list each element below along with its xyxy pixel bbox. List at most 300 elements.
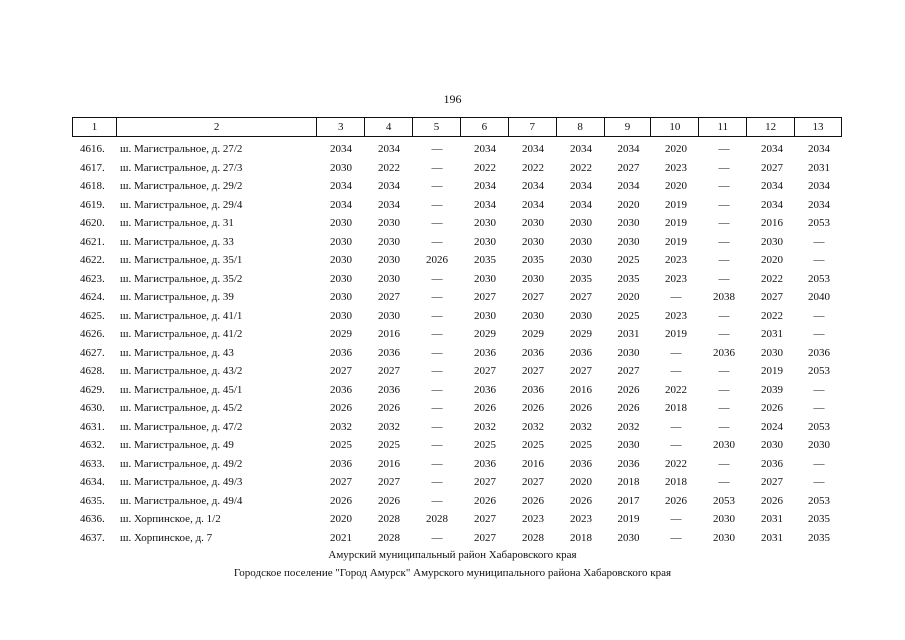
table-body: [72, 140, 842, 547]
address-cell: ш. Магистральное, д. 45/2: [120, 402, 243, 414]
year-cell: 2030: [330, 217, 352, 229]
year-cell: 2034: [378, 198, 400, 211]
year-cell: 2020: [570, 476, 592, 488]
year-cell: —: [431, 346, 443, 359]
year-cell: 2030: [522, 235, 544, 248]
year-cell: —: [670, 420, 682, 433]
year-cell: 2036: [570, 346, 592, 359]
year-cell: 2030: [570, 217, 592, 229]
year-cell: 2030: [474, 309, 496, 322]
row-number: 4627.: [80, 346, 105, 359]
year-cell: 2030: [522, 217, 544, 229]
year-cell: —: [670, 291, 682, 303]
year-cell: 2034: [761, 198, 783, 211]
year-cell: 2028: [522, 531, 544, 544]
year-cell: 2020: [665, 180, 687, 192]
year-cell: 2027: [474, 531, 496, 544]
year-cell: —: [431, 476, 443, 488]
year-cell: 2036: [808, 346, 830, 359]
year-cell: 2034: [522, 180, 544, 192]
year-cell: 2034: [570, 143, 592, 155]
year-cell: —: [431, 235, 443, 248]
year-cell: 2035: [570, 272, 592, 285]
table-row: [72, 214, 842, 233]
year-cell: 2016: [522, 457, 544, 470]
address-cell: ш. Магистральное, д. 43: [120, 346, 234, 359]
year-cell: 2034: [570, 198, 592, 211]
year-cell: 2030: [330, 161, 352, 174]
year-cell: 2030: [330, 254, 352, 266]
header-cell: 8: [557, 118, 605, 136]
year-cell: 2022: [761, 272, 783, 285]
table-row: [72, 381, 842, 400]
table-row: [72, 270, 842, 289]
year-cell: 2026: [570, 402, 592, 414]
year-cell: 2027: [378, 291, 400, 303]
year-cell: —: [718, 476, 730, 488]
header-cell: 12: [747, 118, 795, 136]
year-cell: 2026: [378, 494, 400, 507]
year-cell: 2030: [617, 346, 640, 359]
table-row: [72, 159, 842, 178]
year-cell: 2027: [378, 476, 400, 488]
year-cell: —: [718, 272, 730, 285]
address-cell: ш. Магистральное, д. 33: [120, 235, 234, 248]
year-cell: 2021: [330, 531, 352, 544]
year-cell: 2025: [330, 439, 352, 451]
year-cell: 2030: [713, 513, 735, 525]
page-number: 196: [443, 92, 462, 106]
year-cell: 2030: [474, 272, 496, 285]
year-cell: 2040: [808, 291, 830, 303]
row-number: 4630.: [80, 402, 105, 414]
address-cell: ш. Магистральное, д. 31: [120, 217, 234, 229]
year-cell: 2026: [330, 494, 352, 507]
year-cell: 2034: [330, 198, 352, 211]
year-cell: 2027: [617, 365, 640, 377]
row-number: 4626.: [80, 328, 105, 340]
address-cell: ш. Магистральное, д. 29/4: [120, 198, 243, 211]
table-row: [72, 529, 842, 548]
year-cell: 2034: [617, 180, 640, 192]
table-row: [72, 418, 842, 437]
year-cell: 2025: [617, 254, 640, 266]
year-cell: 2026: [570, 494, 592, 507]
row-number: 4628.: [80, 365, 105, 377]
row-number: 4618.: [80, 180, 105, 192]
year-cell: 2027: [378, 365, 400, 377]
year-cell: 2036: [330, 457, 352, 470]
year-cell: 2030: [761, 346, 783, 359]
year-cell: 2028: [378, 531, 400, 544]
year-cell: 2030: [378, 309, 400, 322]
year-cell: 2027: [570, 291, 592, 303]
year-cell: 2027: [474, 513, 496, 525]
year-cell: 2027: [761, 161, 783, 174]
table-row: [72, 362, 842, 381]
year-cell: 2031: [617, 328, 640, 340]
year-cell: 2023: [665, 309, 687, 322]
year-cell: —: [718, 180, 730, 192]
year-cell: 2025: [570, 439, 592, 451]
year-cell: 2026: [522, 494, 544, 507]
year-cell: —: [813, 476, 825, 488]
year-cell: —: [718, 235, 730, 248]
year-cell: 2028: [378, 513, 400, 525]
row-number: 4620.: [80, 217, 105, 229]
year-cell: 2027: [474, 476, 496, 488]
year-cell: 2032: [570, 420, 592, 433]
year-cell: 2035: [522, 254, 544, 266]
row-number: 4616.: [80, 143, 105, 155]
year-cell: 2032: [617, 420, 640, 433]
year-cell: 2030: [378, 272, 400, 285]
year-cell: 2030: [330, 272, 352, 285]
year-cell: —: [670, 365, 682, 377]
year-cell: 2031: [761, 531, 783, 544]
year-cell: —: [670, 513, 682, 525]
year-cell: 2026: [761, 494, 783, 507]
address-cell: ш. Магистральное, д. 45/1: [120, 383, 243, 396]
year-cell: 2016: [761, 217, 783, 229]
year-cell: 2035: [808, 513, 830, 525]
year-cell: 2022: [474, 161, 496, 174]
table-row: [72, 251, 842, 270]
year-cell: 2027: [522, 365, 544, 377]
year-cell: 2023: [665, 161, 687, 174]
year-cell: 2031: [761, 328, 783, 340]
year-cell: 2026: [474, 402, 496, 414]
year-cell: 2034: [474, 198, 496, 211]
year-cell: 2036: [761, 457, 783, 470]
year-cell: 2032: [330, 420, 352, 433]
year-cell: 2030: [378, 217, 400, 229]
year-cell: 2020: [617, 198, 640, 211]
row-number: 4625.: [80, 309, 105, 322]
footer-settlement: Городское поселение "Город Амурск" Амурского муниципального района Хабаровского края: [233, 567, 672, 579]
year-cell: 2029: [330, 328, 352, 340]
year-cell: 2019: [617, 513, 640, 525]
year-cell: 2025: [617, 309, 640, 322]
year-cell: —: [431, 291, 443, 303]
address-cell: ш. Магистральное, д. 35/2: [120, 272, 243, 285]
table-row: [72, 344, 842, 363]
year-cell: 2026: [761, 402, 783, 414]
year-cell: 2035: [474, 254, 496, 266]
year-cell: 2036: [474, 457, 496, 470]
year-cell: 2036: [330, 346, 352, 359]
year-cell: —: [431, 328, 443, 340]
table-row: [72, 455, 842, 474]
row-number: 4619.: [80, 198, 105, 211]
row-number: 4629.: [80, 383, 105, 396]
year-cell: 2030: [617, 235, 640, 248]
header-cell: 7: [509, 118, 557, 136]
year-cell: —: [813, 328, 825, 340]
year-cell: 2025: [378, 439, 400, 451]
address-cell: ш. Магистральное, д. 43/2: [120, 365, 243, 377]
row-number: 4622.: [80, 254, 105, 266]
row-number: 4633.: [80, 457, 105, 470]
year-cell: 2036: [330, 383, 352, 396]
year-cell: 2016: [570, 383, 592, 396]
header-cell: 6: [461, 118, 509, 136]
table-row: [72, 233, 842, 252]
year-cell: 2026: [330, 402, 352, 414]
year-cell: 2030: [570, 235, 592, 248]
row-number: 4635.: [80, 494, 105, 507]
year-cell: 2032: [522, 420, 544, 433]
year-cell: —: [431, 217, 443, 229]
year-cell: 2025: [474, 439, 496, 451]
year-cell: 2019: [665, 198, 687, 211]
year-cell: 2026: [522, 402, 544, 414]
year-cell: 2053: [808, 494, 830, 507]
year-cell: 2026: [474, 494, 496, 507]
year-cell: 2034: [330, 143, 352, 155]
year-cell: —: [718, 254, 730, 266]
year-cell: —: [718, 328, 730, 340]
year-cell: 2020: [665, 143, 687, 155]
header-cell: 1: [73, 118, 117, 136]
year-cell: 2029: [570, 328, 592, 340]
year-cell: 2030: [378, 254, 400, 266]
year-cell: 2031: [808, 161, 830, 174]
address-cell: ш. Магистральное, д. 49/4: [120, 494, 243, 507]
year-cell: 2027: [474, 291, 496, 303]
address-cell: ш. Магистральное, д. 29/2: [120, 180, 243, 192]
row-number: 4631.: [80, 420, 105, 433]
year-cell: 2019: [665, 217, 687, 229]
year-cell: 2024: [761, 420, 783, 433]
year-cell: 2036: [474, 383, 496, 396]
year-cell: —: [718, 457, 730, 470]
year-cell: 2019: [761, 365, 783, 377]
table-row: [72, 436, 842, 455]
year-cell: 2030: [713, 531, 735, 544]
year-cell: 2030: [330, 309, 352, 322]
year-cell: 2039: [761, 383, 783, 396]
table-row: [72, 492, 842, 511]
year-cell: 2034: [378, 143, 400, 155]
year-cell: —: [431, 457, 443, 470]
year-cell: 2034: [570, 180, 592, 192]
table-header: [72, 117, 842, 137]
year-cell: —: [718, 161, 730, 174]
year-cell: 2035: [617, 272, 640, 285]
year-cell: 2030: [522, 272, 544, 285]
year-cell: 2028: [426, 513, 448, 525]
year-cell: 2034: [617, 143, 640, 155]
year-cell: 2030: [617, 217, 640, 229]
year-cell: 2053: [713, 494, 735, 507]
year-cell: 2034: [378, 180, 400, 192]
footer-district: Амурский муниципальный район Хабаровского края: [328, 549, 577, 561]
year-cell: —: [431, 420, 443, 433]
year-cell: —: [431, 180, 443, 192]
header-cell: 11: [699, 118, 747, 136]
year-cell: —: [718, 420, 730, 433]
year-cell: 2034: [761, 143, 783, 155]
year-cell: —: [718, 383, 730, 396]
header-cell: 4: [365, 118, 413, 136]
year-cell: —: [431, 143, 443, 155]
year-cell: —: [813, 402, 825, 414]
year-cell: —: [718, 217, 730, 229]
table-row: [72, 140, 842, 159]
year-cell: 2030: [330, 291, 352, 303]
year-cell: 2031: [761, 513, 783, 525]
year-cell: 2022: [665, 457, 687, 470]
year-cell: 2023: [522, 513, 544, 525]
year-cell: 2022: [378, 161, 400, 174]
year-cell: 2038: [713, 291, 735, 303]
table-row: [72, 196, 842, 215]
year-cell: 2018: [570, 531, 592, 544]
row-number: 4636.: [80, 513, 105, 525]
year-cell: —: [813, 383, 825, 396]
address-cell: ш. Магистральное, д. 41/1: [120, 309, 243, 322]
row-number: 4634.: [80, 476, 105, 488]
year-cell: —: [813, 254, 825, 266]
table-row: [72, 325, 842, 344]
year-cell: —: [813, 309, 825, 322]
year-cell: —: [431, 272, 443, 285]
year-cell: 2030: [474, 235, 496, 248]
year-cell: 2036: [474, 346, 496, 359]
year-cell: 2017: [617, 494, 640, 507]
row-number: 4617.: [80, 161, 105, 174]
header-cell: 9: [605, 118, 652, 136]
address-cell: ш. Магистральное, д. 35/1: [120, 254, 243, 266]
year-cell: 2036: [617, 457, 640, 470]
address-cell: ш. Магистральное, д. 27/3: [120, 161, 243, 174]
header-cell: 10: [651, 118, 699, 136]
year-cell: 2034: [522, 198, 544, 211]
year-cell: 2034: [522, 143, 544, 155]
year-cell: 2026: [426, 254, 448, 266]
year-cell: 2027: [330, 476, 352, 488]
header-cell: 5: [413, 118, 461, 136]
year-cell: —: [431, 402, 443, 414]
year-cell: —: [718, 365, 730, 377]
year-cell: 2034: [474, 180, 496, 192]
year-cell: 2027: [617, 161, 640, 174]
year-cell: 2034: [808, 198, 830, 211]
year-cell: 2020: [617, 291, 640, 303]
year-cell: —: [431, 198, 443, 211]
year-cell: —: [431, 161, 443, 174]
year-cell: 2030: [617, 439, 640, 451]
year-cell: 2034: [330, 180, 352, 192]
address-cell: ш. Хорпинское, д. 1/2: [120, 513, 221, 525]
year-cell: 2022: [570, 161, 592, 174]
year-cell: 2027: [522, 476, 544, 488]
year-cell: —: [813, 457, 825, 470]
year-cell: —: [718, 309, 730, 322]
year-cell: 2053: [808, 272, 830, 285]
year-cell: 2026: [665, 494, 687, 507]
table-row: [72, 177, 842, 196]
year-cell: 2030: [330, 235, 352, 248]
row-number: 4623.: [80, 272, 105, 285]
year-cell: 2030: [522, 309, 544, 322]
year-cell: —: [431, 309, 443, 322]
year-cell: 2018: [665, 476, 687, 488]
year-cell: 2032: [474, 420, 496, 433]
table-row: [72, 510, 842, 529]
year-cell: 2034: [761, 180, 783, 192]
year-cell: 2027: [522, 291, 544, 303]
year-cell: 2036: [570, 457, 592, 470]
year-cell: 2036: [713, 346, 735, 359]
year-cell: 2036: [378, 383, 400, 396]
year-cell: 2030: [378, 235, 400, 248]
row-number: 4632.: [80, 439, 105, 451]
year-cell: 2022: [665, 383, 687, 396]
year-cell: 2029: [474, 328, 496, 340]
year-cell: 2030: [570, 254, 592, 266]
year-cell: 2036: [378, 346, 400, 359]
year-cell: 2053: [808, 365, 830, 377]
year-cell: —: [431, 494, 443, 507]
address-cell: ш. Магистральное, д. 49/3: [120, 476, 243, 488]
address-cell: ш. Магистральное, д. 49: [120, 439, 234, 451]
year-cell: 2030: [761, 439, 783, 451]
year-cell: —: [431, 439, 443, 451]
year-cell: 2026: [378, 402, 400, 414]
year-cell: 2020: [330, 513, 352, 525]
table-row: [72, 473, 842, 492]
year-cell: —: [670, 531, 682, 544]
year-cell: 2023: [665, 254, 687, 266]
header-cell: 3: [317, 118, 365, 136]
year-cell: 2020: [761, 254, 783, 266]
address-cell: ш. Магистральное, д. 47/2: [120, 420, 243, 433]
year-cell: 2053: [808, 420, 830, 433]
row-number: 4621.: [80, 235, 105, 248]
address-cell: ш. Хорпинское, д. 7: [120, 531, 213, 544]
header-cell: 13: [812, 121, 824, 133]
year-cell: 2022: [761, 309, 783, 322]
year-cell: 2036: [522, 383, 544, 396]
year-cell: 2030: [808, 439, 830, 451]
year-cell: 2030: [617, 531, 640, 544]
year-cell: —: [431, 365, 443, 377]
year-cell: —: [718, 402, 730, 414]
year-cell: 2034: [808, 143, 830, 155]
year-cell: —: [670, 346, 682, 359]
year-cell: 2032: [378, 420, 400, 433]
year-cell: 2025: [522, 439, 544, 451]
year-cell: 2035: [808, 531, 830, 544]
year-cell: 2016: [378, 457, 400, 470]
year-cell: 2019: [665, 328, 687, 340]
year-cell: —: [718, 143, 730, 155]
year-cell: —: [718, 198, 730, 211]
year-cell: 2029: [522, 328, 544, 340]
year-cell: —: [813, 235, 825, 248]
year-cell: 2023: [570, 513, 592, 525]
year-cell: 2027: [570, 365, 592, 377]
year-cell: 2019: [665, 235, 687, 248]
year-cell: 2018: [617, 476, 640, 488]
year-cell: 2022: [522, 161, 544, 174]
year-cell: 2016: [378, 328, 400, 340]
year-cell: 2027: [761, 476, 783, 488]
year-cell: —: [670, 439, 682, 451]
address-cell: ш. Магистральное, д. 49/2: [120, 457, 243, 470]
